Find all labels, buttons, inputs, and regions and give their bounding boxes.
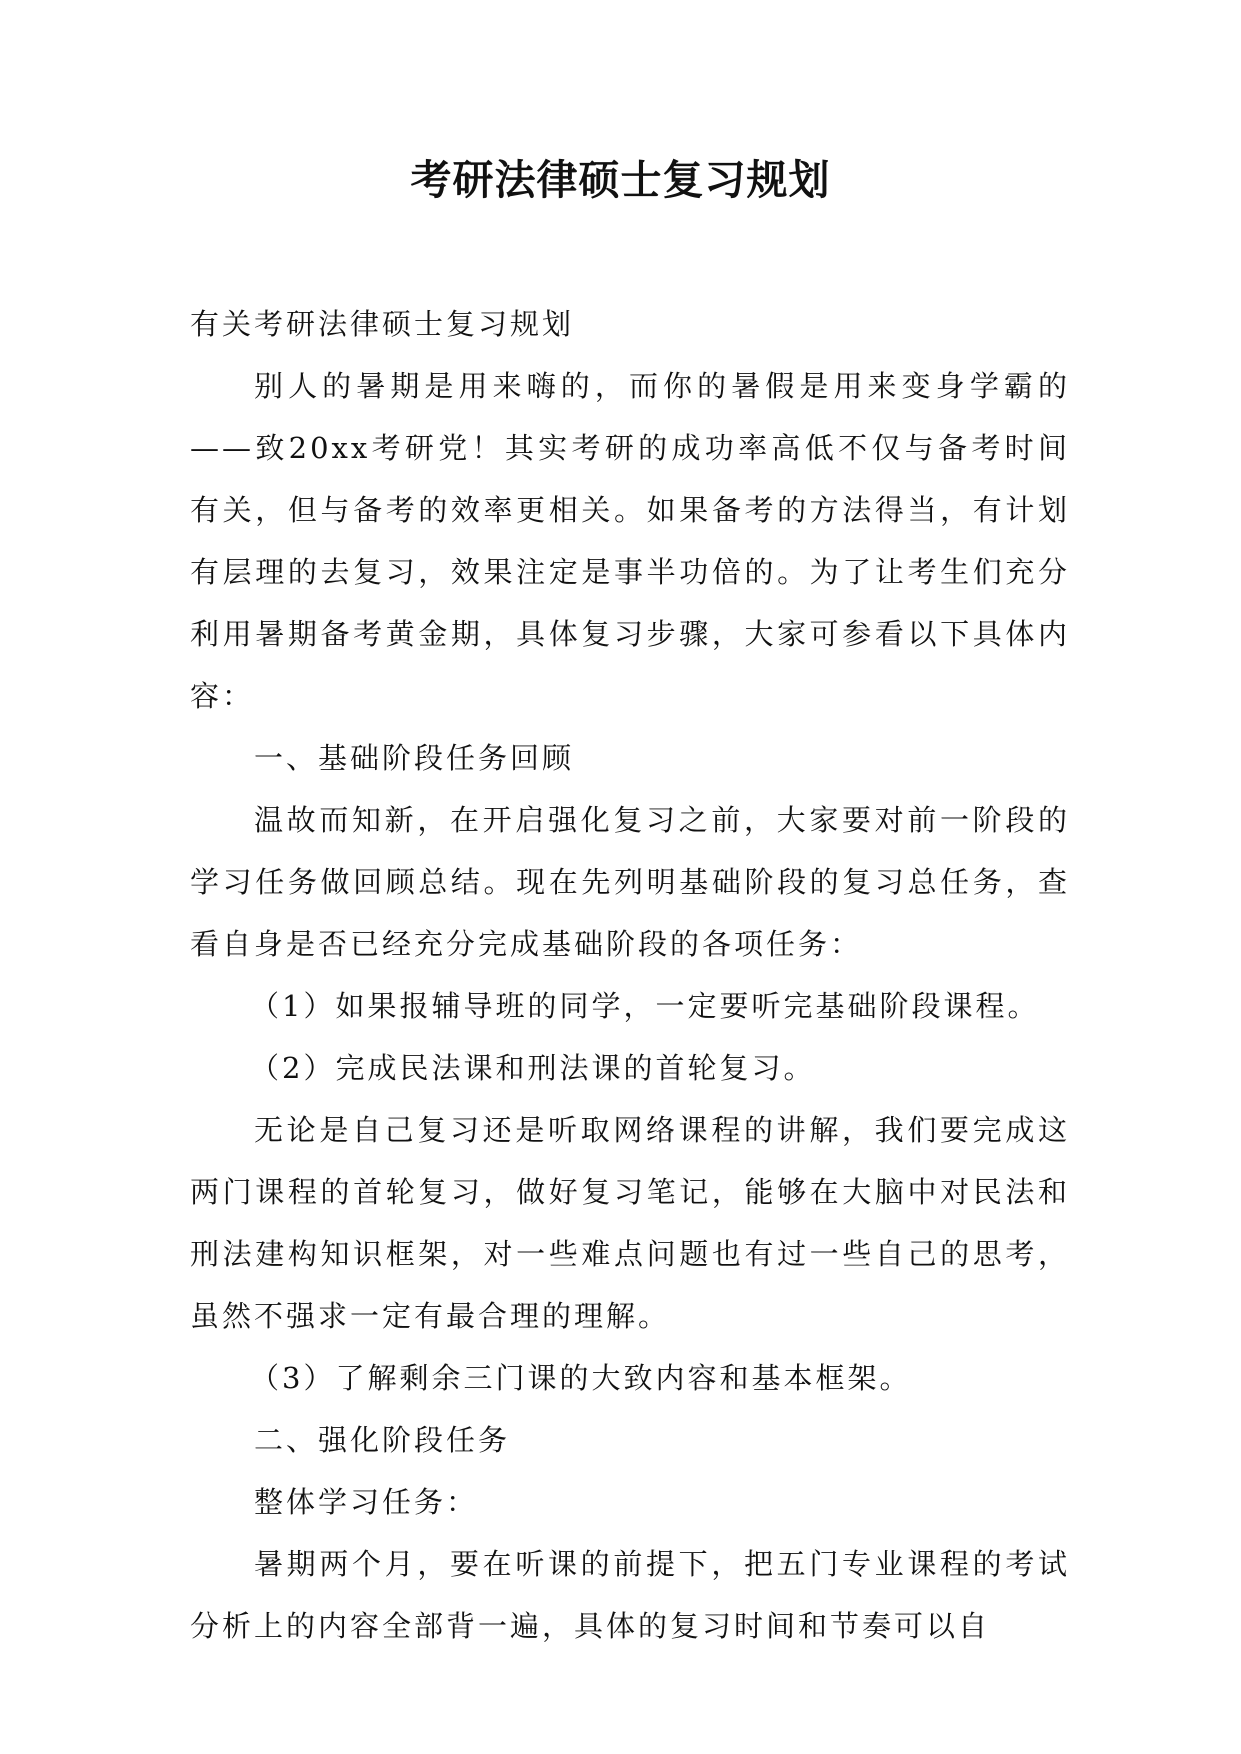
- paragraph-first-round: 无论是自己复习还是听取网络课程的讲解，我们要完成这两门课程的首轮复习，做好复习笔记，能够在大脑中对民法和刑法建构知识框架，对一些难点问题也有过一些自己的思考，虽然不强求一定有最合理的理解。: [190, 1113, 1070, 1333]
- paragraph-intro: 别人的暑期是用来嗨的，而你的暑假是用来变身学霸的——致20xx考研党！其实考研的成功率高低不仅与备考时间有关，但与备考的效率更相关。如果备考的方法得当，有计划有层理的去复习，效果注定是事半功倍的。为了让考生们充分利用暑期备考黄金期，具体复习步骤，大家可参看以下具体内容：: [190, 369, 1070, 713]
- section-heading-1: 一、基础阶段任务回顾: [254, 741, 575, 775]
- paragraph-summer: 暑期两个月，要在听课的前提下，把五门专业课程的考试分析上的内容全部背一遍，具体的复习时间和节奏可以自: [190, 1547, 1070, 1643]
- intro-line: 有关考研法律硕士复习规划: [190, 307, 575, 341]
- subheading-overall-tasks: 整体学习任务：: [254, 1485, 479, 1519]
- list-item-2: （2）完成民法课和刑法课的首轮复习。: [250, 1051, 816, 1085]
- document-body: [190, 293, 1070, 1657]
- section-heading-2: 二、强化阶段任务: [254, 1423, 511, 1457]
- list-item-1: （1）如果报辅导班的同学，一定要听完基础阶段课程。: [250, 989, 1040, 1023]
- document-title: 考研法律硕士复习规划: [410, 156, 831, 204]
- list-item-3: （3）了解剩余三门课的大致内容和基本框架。: [250, 1361, 912, 1395]
- paragraph-review: 温故而知新，在开启强化复习之前，大家要对前一阶段的学习任务做回顾总结。现在先列明基础阶段的复习总任务，查看自身是否已经充分完成基础阶段的各项任务：: [190, 803, 1070, 961]
